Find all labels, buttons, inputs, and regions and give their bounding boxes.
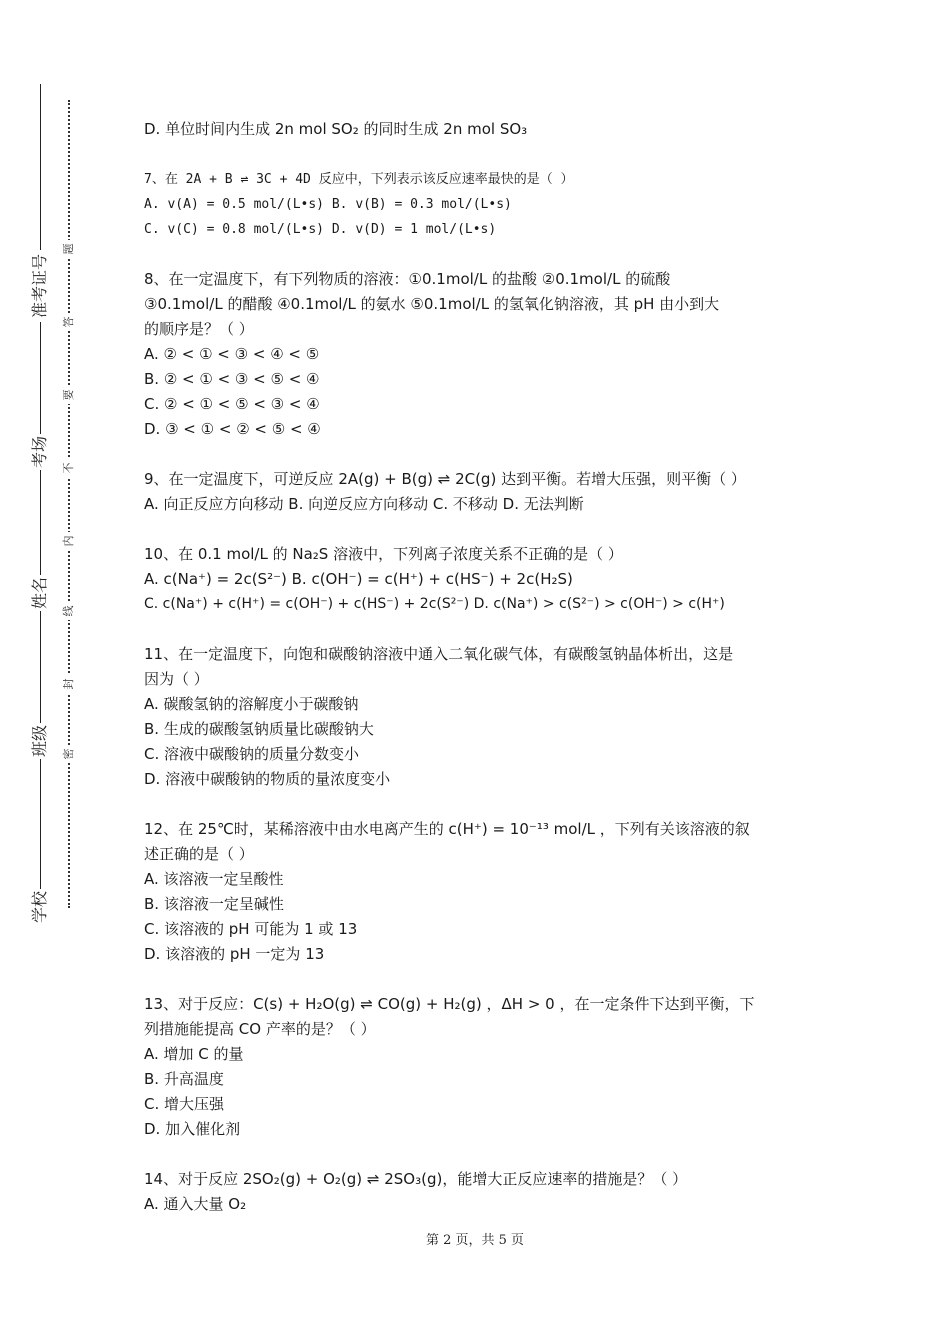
seal-char: 题 <box>60 240 78 258</box>
option-line: B. 该溶液一定呈碱性 <box>144 895 284 913</box>
question-stem: 7、在 2A + B ⇌ 3C + 4D 反应中，下列表示该反应速率最快的是（ ） <box>144 172 574 187</box>
option-line: D. 该溶液的 pH 一定为 13 <box>144 945 325 963</box>
question-6-tail <box>144 117 814 142</box>
binding-line <box>40 84 41 920</box>
option-line: D. 单位时间内生成 2n mol SO₂ 的同时生成 2n mol SO₃ <box>144 120 528 138</box>
question-stem: 10、在 0.1 mol/L 的 Na₂S 溶液中，下列离子浓度关系不正确的是（ ） <box>144 545 623 563</box>
question-stem: 12、在 25℃时，某稀溶液中由水电离产生的 c(H⁺) = 10⁻¹³ mol/L ，下列有关该溶液的叙 <box>144 820 750 838</box>
question-stem: 的顺序是？（ ） <box>144 320 254 338</box>
seal-char: 不 <box>60 459 78 477</box>
question-stem: 8、在一定温度下，有下列物质的溶液：①0.1mol/L 的盐酸 ②0.1mol/L 的硫酸 <box>144 270 671 288</box>
question-10 <box>144 542 814 617</box>
seal-char: 答 <box>60 313 78 331</box>
question-9 <box>144 467 814 517</box>
option-line: D. 溶液中碳酸钠的物质的量浓度变小 <box>144 770 391 788</box>
question-stem: 列措施能提高 CO 产率的是？（ ） <box>144 1020 376 1038</box>
label-exam-room: 考场 <box>22 434 58 470</box>
question-stem: 9、在一定温度下，可逆反应 2A(g) + B(g) ⇌ 2C(g) 达到平衡。若增大压强，则平衡（ ） <box>144 470 746 488</box>
option-line: A. 向正反应方向移动 B. 向逆反应方向移动 C. 不移动 D. 无法判断 <box>144 495 584 513</box>
seal-char: 封 <box>60 675 78 693</box>
question-list <box>144 117 814 1242</box>
question-stem: 11、在一定温度下，向饱和碳酸钠溶液中通入二氧化碳气体，有碳酸氢钠晶体析出，这是 <box>144 645 734 663</box>
option-line: A. 增加 C 的量 <box>144 1045 244 1063</box>
option-line: A. 碳酸氢钠的溶解度小于碳酸钠 <box>144 695 359 713</box>
option-line: C. c(Na⁺) + c(H⁺) = c(OH⁻) + c(HS⁻) + 2c(S²⁻) D. c(Na⁺) > c(S²⁻) > c(OH⁻) > c(H⁺) <box>144 596 725 612</box>
seal-char: 要 <box>60 386 78 404</box>
question-8 <box>144 267 814 442</box>
option-line: B. 生成的碳酸氢钠质量比碳酸钠大 <box>144 720 374 738</box>
label-name: 姓名 <box>22 575 58 611</box>
option-line: C. ② < ① < ⑤ < ③ < ④ <box>144 395 320 413</box>
option-line: C. 溶液中碳酸钠的质量分数变小 <box>144 745 360 763</box>
seal-char: 密 <box>60 745 78 763</box>
question-stem: 14、对于反应 2SO₂(g) + O₂(g) ⇌ 2SO₃(g)，能增大正反应速率的措施是？（ ） <box>144 1170 688 1188</box>
seal-dotted-line <box>68 100 70 908</box>
question-stem: 因为（ ） <box>144 670 209 688</box>
option-line: C. v(C) = 0.8 mol/(L•s) D. v(D) = 1 mol/(L•s) <box>144 222 497 237</box>
option-line: A. ② < ① < ③ < ④ < ⑤ <box>144 345 320 363</box>
label-class: 班级 <box>22 723 58 759</box>
seal-char: 线 <box>60 602 78 620</box>
question-14 <box>144 1167 814 1217</box>
option-line: B. 升高温度 <box>144 1070 224 1088</box>
option-line: A. 该溶液一定呈酸性 <box>144 870 284 888</box>
question-11 <box>144 642 814 792</box>
option-line: C. 该溶液的 pH 可能为 1 或 13 <box>144 920 358 938</box>
option-line: A. c(Na⁺) = 2c(S²⁻) B. c(OH⁻) = c(H⁺) + c(HS⁻) + 2c(H₂S) <box>144 570 573 588</box>
option-line: A. 通入大量 O₂ <box>144 1195 247 1213</box>
option-line: B. ② < ① < ③ < ⑤ < ④ <box>144 370 320 388</box>
question-stem: ③0.1mol/L 的醋酸 ④0.1mol/L 的氨水 ⑤0.1mol/L 的氢氧化钠溶液，其 pH 由小到大 <box>144 295 720 313</box>
label-school: 学校 <box>22 889 58 925</box>
option-line: C. 增大压强 <box>144 1095 225 1113</box>
option-line: D. ③ < ① < ② < ⑤ < ④ <box>144 420 321 438</box>
option-line: D. 加入催化剂 <box>144 1120 241 1138</box>
binding-margin <box>0 0 110 1344</box>
question-12 <box>144 817 814 967</box>
question-stem: 述正确的是（ ） <box>144 845 254 863</box>
option-line: A. v(A) = 0.5 mol/(L•s) B. v(B) = 0.3 mol/(L•s) <box>144 197 512 212</box>
seal-char: 内 <box>60 532 78 550</box>
question-7 <box>144 167 814 242</box>
question-stem: 13、对于反应：C(s) + H₂O(g) ⇌ CO(g) + H₂(g) ，ΔH > 0 ，在一定条件下达到平衡，下 <box>144 995 755 1013</box>
label-exam-number: 准考证号 <box>22 250 58 322</box>
question-13 <box>144 992 814 1142</box>
page-number: 第 2 页，共 5 页 <box>425 1233 525 1248</box>
